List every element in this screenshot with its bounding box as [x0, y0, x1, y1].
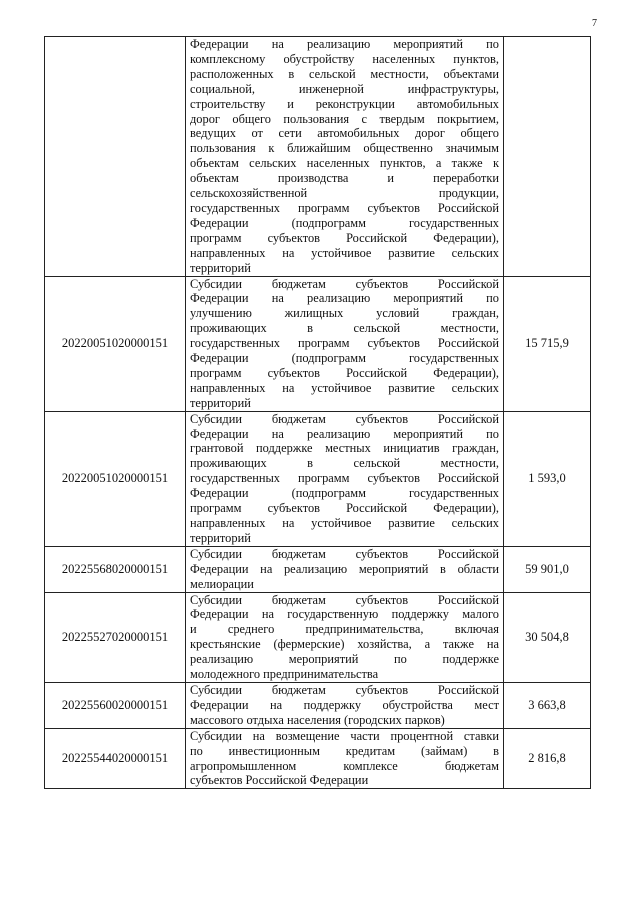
- description-line: территорий: [190, 530, 251, 545]
- description-cell: [186, 37, 504, 277]
- budget-code-cell: 20225560020000151: [45, 682, 186, 728]
- budget-code-cell: 20225568020000151: [45, 546, 186, 592]
- description-cell: [186, 592, 504, 682]
- amount-cell: 59 901,0: [504, 546, 591, 592]
- description-line: государственных программ субъектов Российской: [190, 200, 499, 215]
- description-line: программ субъектов Российской Федерации),: [190, 501, 499, 516]
- description-cell: [186, 276, 504, 411]
- description-line: проживающих в сельской местности,: [190, 321, 499, 336]
- description-cell: [186, 546, 504, 592]
- description-line: Федерации (подпрограмм государственных: [190, 215, 499, 230]
- amount-cell: 15 715,9: [504, 276, 591, 411]
- description-cell: [186, 728, 504, 789]
- description-line: по инвестиционным кредитам (займам) в: [190, 743, 499, 758]
- description-line: государственных программ субъектов Российской: [190, 336, 499, 351]
- description-line: проживающих в сельской местности,: [190, 456, 499, 471]
- description-line: агропромышленном комплексе бюджетам: [190, 758, 499, 773]
- table-body: [45, 37, 591, 789]
- amount-cell: 3 663,8: [504, 682, 591, 728]
- budget-code-cell: 20220051020000151: [45, 411, 186, 546]
- description-line: субъектов Российской Федерации: [190, 773, 369, 788]
- table-row: [45, 37, 591, 277]
- budget-code-cell: 20225544020000151: [45, 728, 186, 789]
- table-row: [45, 682, 591, 728]
- description-line: государственных программ субъектов Российской: [190, 471, 499, 486]
- description-line: комплексному обустройству населенных пунктов,: [190, 51, 499, 66]
- description-line: Субсидии бюджетам субъектов Российской: [190, 546, 499, 561]
- table-row: [45, 728, 591, 789]
- description-line: дорог общего пользования с твердым покрытием,: [190, 111, 499, 126]
- description-line: объектам производства и переработки: [190, 171, 499, 186]
- description-line: Федерации (подпрограмм государственных: [190, 486, 499, 501]
- description-line: Субсидии на возмещение части процентной ставки: [190, 728, 499, 743]
- table-row: [45, 411, 591, 546]
- description-line: направленных на устойчивое развитие сельских: [190, 516, 499, 530]
- description-line: Субсидии бюджетам субъектов Российской: [190, 411, 499, 426]
- description-line: грантовой поддержке местных инициатив граждан,: [190, 441, 499, 456]
- description-line: территорий: [190, 260, 251, 275]
- table-row: [45, 276, 591, 411]
- description-line: реализацию мероприятий по поддержке: [190, 652, 499, 667]
- budget-code-cell: [45, 37, 186, 277]
- description-line: и среднего предпринимательства, включая: [190, 622, 499, 637]
- description-line: сельскохозяйственной продукции,: [190, 186, 499, 201]
- budget-table: [44, 36, 591, 789]
- description-line: расположенных в сельской местности, объектами: [190, 66, 499, 81]
- description-line: Федерации на реализацию мероприятий в области: [190, 561, 499, 576]
- description-line: Федерации (подпрограмм государственных: [190, 351, 499, 366]
- description-line: Федерации на государственную поддержку малого: [190, 607, 499, 622]
- amount-cell: 1 593,0: [504, 411, 591, 546]
- page-number: 7: [592, 18, 597, 29]
- amount-cell: 2 816,8: [504, 728, 591, 789]
- description-line: Федерации на реализацию мероприятий по: [190, 37, 499, 51]
- description-line: направленных на устойчивое развитие сельских: [190, 245, 499, 260]
- description-line: улучшению жилищных условий граждан,: [190, 306, 499, 321]
- amount-cell: [504, 37, 591, 277]
- description-cell: [186, 411, 504, 546]
- description-line: крестьянские (фермерские) хозяйства, а также на: [190, 637, 499, 652]
- description-line: Субсидии бюджетам субъектов Российской: [190, 682, 499, 697]
- description-line: объектам сельских населенных пунктов, а также к: [190, 156, 499, 171]
- budget-code-cell: 20225527020000151: [45, 592, 186, 682]
- description-line: социальной, инженерной инфраструктуры,: [190, 81, 499, 96]
- description-line: Федерации на реализацию мероприятий по: [190, 291, 499, 306]
- description-line: мелиорации: [190, 576, 254, 591]
- description-line: направленных на устойчивое развитие сельских: [190, 380, 499, 395]
- description-line: молодежного предпринимательства: [190, 667, 379, 682]
- description-line: Федерации на реализацию мероприятий по: [190, 426, 499, 441]
- description-line: Субсидии бюджетам субъектов Российской: [190, 276, 499, 291]
- amount-cell: 30 504,8: [504, 592, 591, 682]
- description-line: Субсидии бюджетам субъектов Российской: [190, 592, 499, 607]
- table-row: [45, 592, 591, 682]
- description-line: программ субъектов Российской Федерации),: [190, 230, 499, 245]
- description-line: пользования к ближайшим общественно значимым: [190, 141, 499, 156]
- description-line: ведущих от сети автомобильных дорог общего: [190, 126, 499, 141]
- description-line: строительству и реконструкции автомобильных: [190, 96, 499, 111]
- table-row: [45, 546, 591, 592]
- description-line: массового отдыха населения (городских парков): [190, 712, 445, 727]
- description-cell: [186, 682, 504, 728]
- budget-code-cell: 20220051020000151: [45, 276, 186, 411]
- description-line: программ субъектов Российской Федерации),: [190, 365, 499, 380]
- description-line: Федерации на поддержку обустройства мест: [190, 697, 499, 712]
- description-line: территорий: [190, 395, 251, 410]
